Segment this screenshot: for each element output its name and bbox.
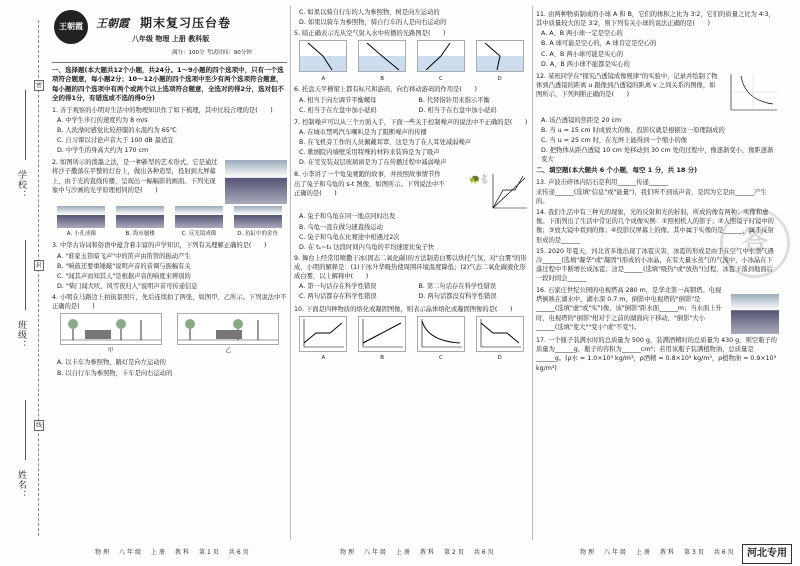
question-13: 13. 声波击碎体内结石是利用______传递______ (536, 178, 668, 186)
column-divider (290, 6, 291, 540)
question-10-figures (294, 316, 529, 363)
question-15: 15. 2020 年夏天，河北省多地出现了冰雹灾害，冰雹的形成是由于在空气中水蒸气遇冷______(选填"凝华"或"凝固")形成的小冰晶，在有大量水蒸气的气流中，小冰晶在下落过程中不断增长成冰雹；这是______(选填"吸热"或"放热")过程，冰雹下落到地面后一段时间会______ (536, 247, 774, 283)
question-5-figures (294, 40, 529, 83)
option: B. A 球可能是空心的，A 球肯定是空心的 (541, 40, 657, 48)
option: B. 以自行车为参照物，卡车是向右运动的 (57, 369, 173, 377)
option: A. 兔子和乌龟在同一地点同时出发 (299, 213, 396, 221)
light-path-diagram (299, 40, 347, 72)
option: A. 第一句话存在科学性错误 (299, 283, 377, 291)
figure-caption: A (321, 354, 326, 361)
figure-caption: A. 小孔成像 (66, 231, 96, 238)
figure-caption: D (497, 354, 502, 361)
option: B. 乌龟一直在做匀速直线运动 (299, 223, 383, 231)
option: D. 把物体从距凸透镜 10 cm 处移动到 30 cm 处的过程中，像逐渐变小，像距逐渐变大 (541, 147, 774, 164)
section-heading: 一、选择题(本大题共12个小题，共24分。1～9小题的四个选项中，只有一个选项符合题意，每小题2分；10～12小题的四个选项中至少有两个选项符合题意，每小题的四个选项中有两个或两个以上选项符合题意，全选对的得2分，选对但不全的得1分，有错选或不选的得0分) (52, 66, 285, 103)
column-divider (532, 6, 533, 540)
binding-box: 封 (35, 262, 42, 269)
option: C. 相当于在左盘中加小砝码 (299, 106, 377, 114)
lens-uv-graph (723, 70, 779, 116)
melting-graph (299, 316, 347, 352)
logo-seal: 王朝霞 (54, 10, 88, 44)
question-4-figures (52, 313, 287, 356)
option: C. A、B 两小球可能是实心的 (541, 50, 623, 58)
school-line (25, 90, 26, 160)
light-path-diagram (417, 40, 465, 72)
question-10: 10. 下面是四种物质的熔化或凝固图像，则表示晶体熔化或凝固图像的是( ) (294, 305, 513, 313)
option: C. 自习课以讨论声音大于 100 dB 最适宜 (57, 137, 174, 145)
cut-line (38, 20, 39, 536)
exam-meta: 满分：100分 考试时间：90分钟 (172, 50, 252, 56)
binding-box: 密 (35, 82, 42, 89)
option: D. 在 t₁~t₄ 这段时间内乌龟的平均速度比兔子快 (299, 243, 435, 251)
figure-caption: B (380, 354, 385, 361)
name-label: 姓名： (16, 470, 27, 500)
option: A. A、B 两小球一定是空心的 (541, 30, 623, 38)
question-9: 9. 舞台上经常用喷撒干冰(固态二氧化碳)的方法制造白雾以烘托气氛，对"白雾"的形成，小明的解释是：(1)干冰升华吸热使周围环境温度降低；(2)气态二氧化碳液化形成白雾，以上解释中( ) (294, 254, 527, 281)
question-12: 12. 某班同学在"探究凸透镜成像规律"的实验中，记录并绘制了物体到凸透镜的距离 u 跟像到凸透镜的距离 v 之间关系的图像，如图所示，下列判断正确的是( ) (536, 72, 718, 98)
option: D. A、B 两小球不能都是实心的 (541, 60, 630, 68)
page-footer: 物理 八年级 上册 教科 第1页 共6页 (95, 549, 251, 557)
question-14: 14. 我们生活中有三种光的现象，光的反射和光的折射，所成的像有两种：实像和虚像。下面列出了生活中常见的几个成像实例：①照相机人的影子；②人照镜子时镜中的像；③放大镜中看到的像；④投影仪屏幕上的像。其中属于实像的是______，属于反射形成的是______ (536, 209, 774, 244)
light-path-diagram (476, 40, 524, 72)
question-2-figures (52, 206, 287, 239)
option: D. 相当于在右盘中加小砝码 (418, 106, 497, 114)
paper-header (52, 8, 287, 63)
question-4: 4. 小明在马路边上拍街景照片，先后连续拍了两张，如图甲、乙所示。下列说法中不正确的是( ) (52, 294, 287, 311)
option: B. 代替指针用来指示平衡 (418, 96, 490, 104)
figure-image (116, 206, 164, 228)
question-8-block (294, 168, 529, 212)
melting-graph (358, 316, 406, 352)
question-17: 17. 一个瓶子装满水时的总质量为 500 g，装满酒精时的总质量为 430 g，则空瓶子的质量为______g，瓶子的容积为______cm³；若用该瓶子装满植物油，总质量是______g。(ρ水 = 1.0×10³ kg/m³，ρ酒精 = 0.8×10³ kg/m³，ρ植物油 = 0.9×10³ kg/m³) (536, 337, 777, 372)
option: A. 中学生步行的速度约为 8 m/s (57, 116, 148, 124)
figure-caption: B (380, 75, 385, 82)
section-heading: 二、填空题(本大题共 6 个小题，每空 1 分，共 18 分) (536, 166, 698, 175)
figure-caption: C. 反光镜成像 (181, 231, 217, 238)
figure-caption: 甲 (107, 348, 114, 355)
option: C. 两句话都存在科学性错误 (299, 293, 377, 301)
figure-image (175, 206, 223, 228)
question-1: 1. 善于观察的小明对生活中的物理知识作了如下梳理，其中比较合理的是( ) (52, 106, 273, 114)
option: C. 歌剧院内墙壁采用特殊的材料来装饰是为了吸声 (299, 149, 440, 157)
svg-text:🐢: 🐢 (469, 175, 481, 186)
figure-caption: B. 海市蜃楼 (125, 231, 155, 238)
option: B. 第二句话存在科学性错误 (418, 283, 497, 291)
region-badge: 河北专用 (742, 544, 792, 564)
question-16: 16. 石家庄世纪公园的电视塔高 280 m，是华北第一高钢塔。电视塔倒映在湖水中，湖水深 0.7 m，倒影中电视塔的"倒影"是______(选填"虚"或"实")像，该"倒影"距水面______m；当水面上升时，电视塔的"倒影"相对于之前的湖面向下移动，"倒影"大小______(选填"变大""变小"或"不变")。 (536, 287, 722, 331)
page-footer: 物理 八年级 上册 教科 第2页 共6页 (340, 549, 496, 557)
school-label: 学校： (16, 170, 27, 200)
option: C. 如果以骑自行车的人为参照物，树是向左运动的 (299, 9, 440, 16)
svg-text:🐇: 🐇 (479, 175, 491, 186)
class-label: 班级： (16, 320, 27, 350)
question-12-block (536, 70, 779, 116)
binding-sidebar (0, 0, 46, 566)
binding-box: 线 (35, 422, 42, 429)
option: D. 如果以骑车为参照物，骑自行车的人是向右运动的 (299, 19, 447, 27)
figure-caption: A (321, 75, 326, 82)
figure-image (57, 206, 105, 228)
light-path-diagram (358, 40, 406, 72)
melting-graph (417, 316, 465, 352)
melting-graph (476, 316, 524, 352)
page-footer: 物理 八年级 上册 教科 第3页 共6页 (580, 549, 736, 557)
st-graph-figure (449, 168, 529, 212)
page-subtitle: 八年级 物理 上册 教科版 (132, 35, 210, 43)
figure-caption: C (438, 354, 443, 361)
class-line (25, 240, 26, 310)
brand-name: 王朝霞 (96, 17, 129, 30)
figure-caption: C (438, 75, 443, 82)
column-2 (294, 8, 529, 540)
question-11: 11. 由两种物质制成的小球 A 和 B，它们的体积之比为 3∶2，它们的质量之比为 4∶3，其中质量较大的是 3∶2，则下列有关小球的说法正确的是( ) (536, 11, 775, 28)
question-2: 2. 如图所示的泼墨之法，是一种新型的艺术形式，它是通过将沙子撒落在平整的灯台上，做出各种造型，投射到大屏幕上，由于光的直线传播，呈现出一幅幅影的画面。下列光现象中与沙画的光学原理相同的是( ) (52, 159, 218, 194)
street-scene-figure (177, 313, 279, 345)
option: B. "响鼓还要重锤敲"说明声音的音调与振幅有关 (57, 262, 191, 270)
option: D. 在宅安装双层玻璃窗是为了在传播过程中减弱噪声 (299, 159, 447, 167)
option: D. 中学生的身高大约为 170 cm (57, 147, 149, 155)
option: A. 相当于向左调节平衡螺母 (299, 96, 377, 104)
option: A. "谁家玉笛暗飞声"中的笛声由笛管的振动产生 (57, 252, 191, 260)
question-7: 7. 控制噪声可以从三个方面入手，下面一些关于控制噪声的说法中不正确的是( ) (294, 118, 528, 126)
option: B. 人洗澡时感觉比较舒服的水温约为 65℃ (57, 126, 177, 134)
option: A. 以卡车为参照物，路灯是向左运动的 (57, 359, 166, 367)
page-title: 期末复习压台卷 (140, 16, 232, 30)
watermark-stamp: 答 (720, 208, 790, 278)
option: C. 兔子和乌龟在比赛途中相遇过2次 (299, 233, 400, 241)
column-1 (52, 8, 287, 540)
street-scene-figure (60, 313, 162, 345)
figure-image (234, 206, 282, 228)
question-5: 5. 暗正确表示光从空气射入水中传播的光路图是( ) (294, 30, 446, 38)
option: C. "闻其声而知其人"是根据声音的响度来辨别的 (57, 272, 191, 280)
question-3: 3. 中华古诗词和俗语中蕴含着丰富的声学知识，下列有关理解正确的是( ) (52, 242, 267, 250)
figure-caption: D. 鱼缸中的金鱼 (237, 231, 278, 238)
question-6: 6. 托盘天平横梁上都有标尺和游码，向右移动游码的作用是( ) (294, 86, 477, 94)
question-2-block (52, 156, 287, 204)
option: D. 两句话都没有科学性错误 (418, 293, 497, 301)
tv-tower-photo (731, 294, 779, 334)
question-13-cont: 来传递______(选填"信息"或"能量")，我们听不到该声音，是因为它是由______产生的。 (536, 188, 767, 206)
name-line (25, 400, 26, 460)
option: B. 当 u = 15 cm 时成放大的像，投影仪就是根据这一原理制成的 (541, 126, 725, 134)
option: A. 在城市禁鸣汽车喇叭是为了阻断噪声的传播 (299, 128, 427, 136)
figure-caption: 乙 (225, 348, 231, 355)
sand-painting-photo (225, 160, 287, 204)
option: B. 在飞机旁工作的人员佩戴耳罩，这是为了在人耳处减弱噪声 (299, 139, 472, 147)
question-16-block (536, 284, 779, 334)
figure-caption: D (497, 75, 502, 82)
option: C. 当 u = 25 cm 时，在光屏上能得到一个缩小的像 (541, 137, 688, 144)
question-8: 8. 小李讲了一个龟兔赛跑的故事，并按照故事情节作出了兔子和乌龟的 s-t 图像，如图所示。下列说法中不正确的是( ) (294, 171, 445, 197)
option: D. "柴门闻犬吠，风雪夜归人"说明声音可传递信息 (57, 282, 198, 290)
option: A. 该凸透镜的焦距是 20 cm (541, 116, 622, 124)
